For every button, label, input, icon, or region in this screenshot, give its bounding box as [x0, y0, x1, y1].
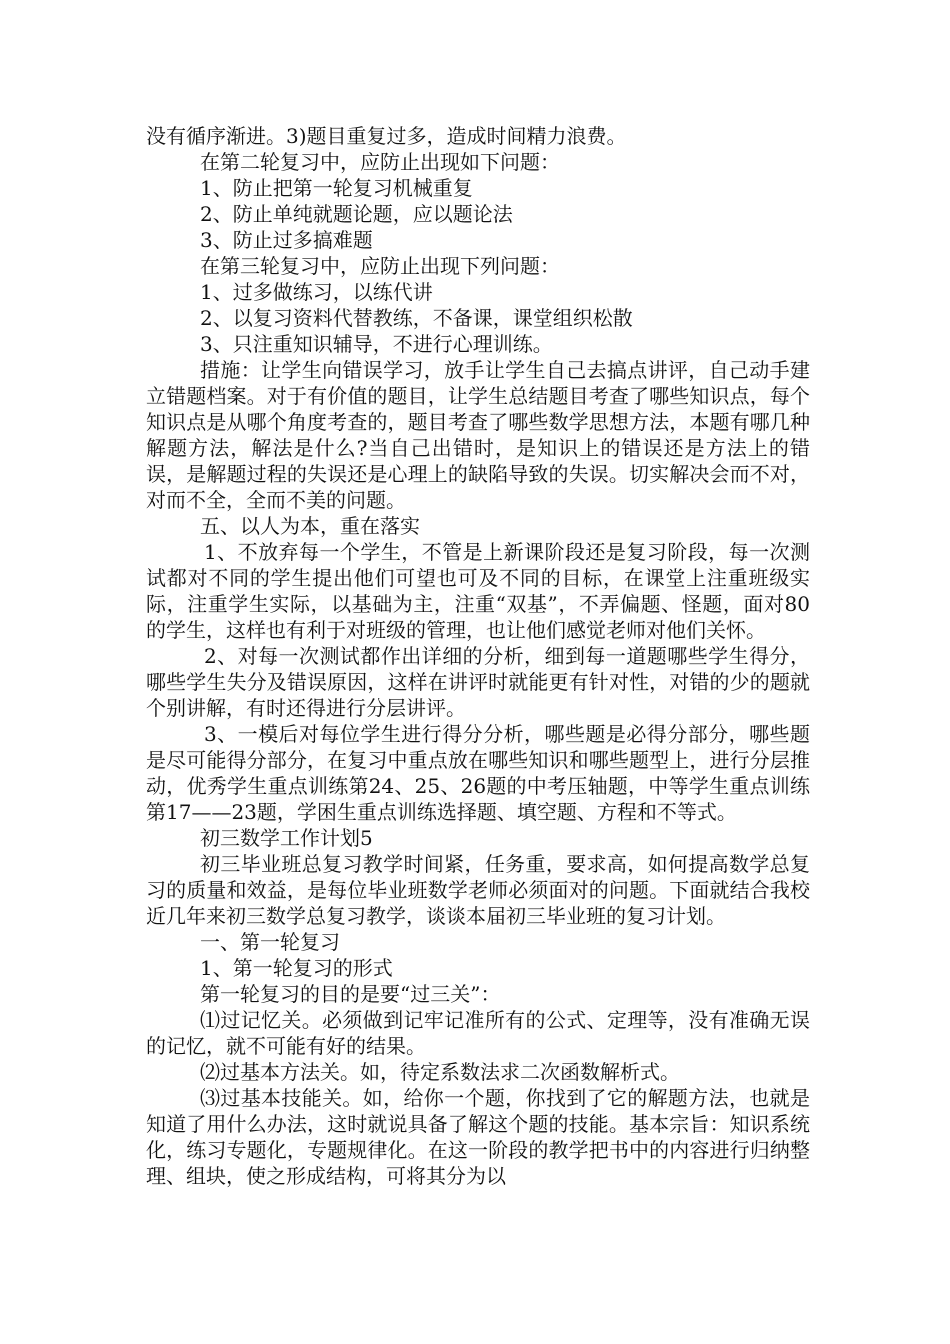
- paragraph: 在第三轮复习中，应防止出现下列问题：: [200, 254, 560, 278]
- section-heading: 初三数学工作计划5: [200, 826, 373, 850]
- paragraph: 措施：让学生向错误学习，放手让学生自己去搞点讲评，自己动手建立错题档案。对于有价值的题目，让学生总结题目考查了哪些知识点，每个知识点是从哪个角度考查的，题目考查了哪些数学思想方法，本题有哪几种解题方法，解法是什么?当自己出错时，是知识上的错误还是方法上的错误，是解题过程的失误还是心理上的缺陷导致的失误。切实解决会而不对，对而不全，全而不美的问题。: [146, 358, 810, 512]
- paragraph: 第一轮复习的目的是要“过三关”：: [200, 982, 501, 1006]
- list-item: ⑶过基本技能关。如，给你一个题，你找到了它的解题方法，也就是知道了用什么办法，这时就说具备了解这个题的技能。基本宗旨：知识系统化，练习专题化，专题规律化。在这一阶段的教学把书中的内容进行归纳整理、组块，使之形成结构，可将其分为以: [146, 1086, 810, 1188]
- list-item: ⑵过基本方法关。如，待定系数法求二次函数解析式。: [200, 1060, 680, 1084]
- list-item: 1、过多做练习，以练代讲: [200, 280, 433, 304]
- paragraph: 2、对每一次测试都作出详细的分析，细到每一道题哪些学生得分，哪些学生失分及错误原因，这样在讲评时就能更有针对性，对错的少的题就个别讲解，有时还得进行分层讲评。: [146, 644, 810, 720]
- paragraph: 在第二轮复习中，应防止出现如下问题：: [200, 150, 560, 174]
- paragraph: 没有循序渐进。3)题目重复过多，造成时间精力浪费。: [146, 124, 627, 148]
- list-item: 1、防止把第一轮复习机械重复: [200, 176, 473, 200]
- section-heading: 一、第一轮复习: [200, 930, 340, 954]
- paragraph: 1、不放弃每一个学生，不管是上新课阶段还是复习阶段，每一次测试都对不同的学生提出他们可望也可及不同的目标，在课堂上注重班级实际，注重学生实际，以基础为主，注重“双基”，不弄偏题、怪题，面对80的学生，这样也有利于对班级的管理，也让他们感觉老师对他们关怀。: [146, 540, 810, 642]
- list-item: ⑴过记忆关。必须做到记牢记准所有的公式、定理等，没有准确无误的记忆，就不可能有好的结果。: [146, 1008, 810, 1058]
- section-heading: 1、第一轮复习的形式: [200, 956, 393, 980]
- list-item: 2、以复习资料代替教练，不备课，课堂组织松散: [200, 306, 633, 330]
- list-item: 3、只注重知识辅导，不进行心理训练。: [200, 332, 553, 356]
- list-item: 2、防止单纯就题论题，应以题论法: [200, 202, 513, 226]
- section-heading: 五、以人为本，重在落实: [200, 514, 420, 538]
- document-body: [146, 123, 810, 1189]
- paragraph: 3、一模后对每位学生进行得分分析，哪些题是必得分部分，哪些题是尽可能得分部分，在复习中重点放在哪些知识和哪些题型上，进行分层推动，优秀学生重点训练第24、25、26题的中考压轴题，中等学生重点训练第17——23题，学困生重点训练选择题、填空题、方程和不等式。: [146, 722, 810, 824]
- list-item: 3、防止过多搞难题: [200, 228, 373, 252]
- paragraph: 初三毕业班总复习教学时间紧，任务重，要求高，如何提高数学总复习的质量和效益，是每位毕业班数学老师必须面对的问题。下面就结合我校近几年来初三数学总复习教学，谈谈本届初三毕业班的复习计划。: [146, 852, 810, 928]
